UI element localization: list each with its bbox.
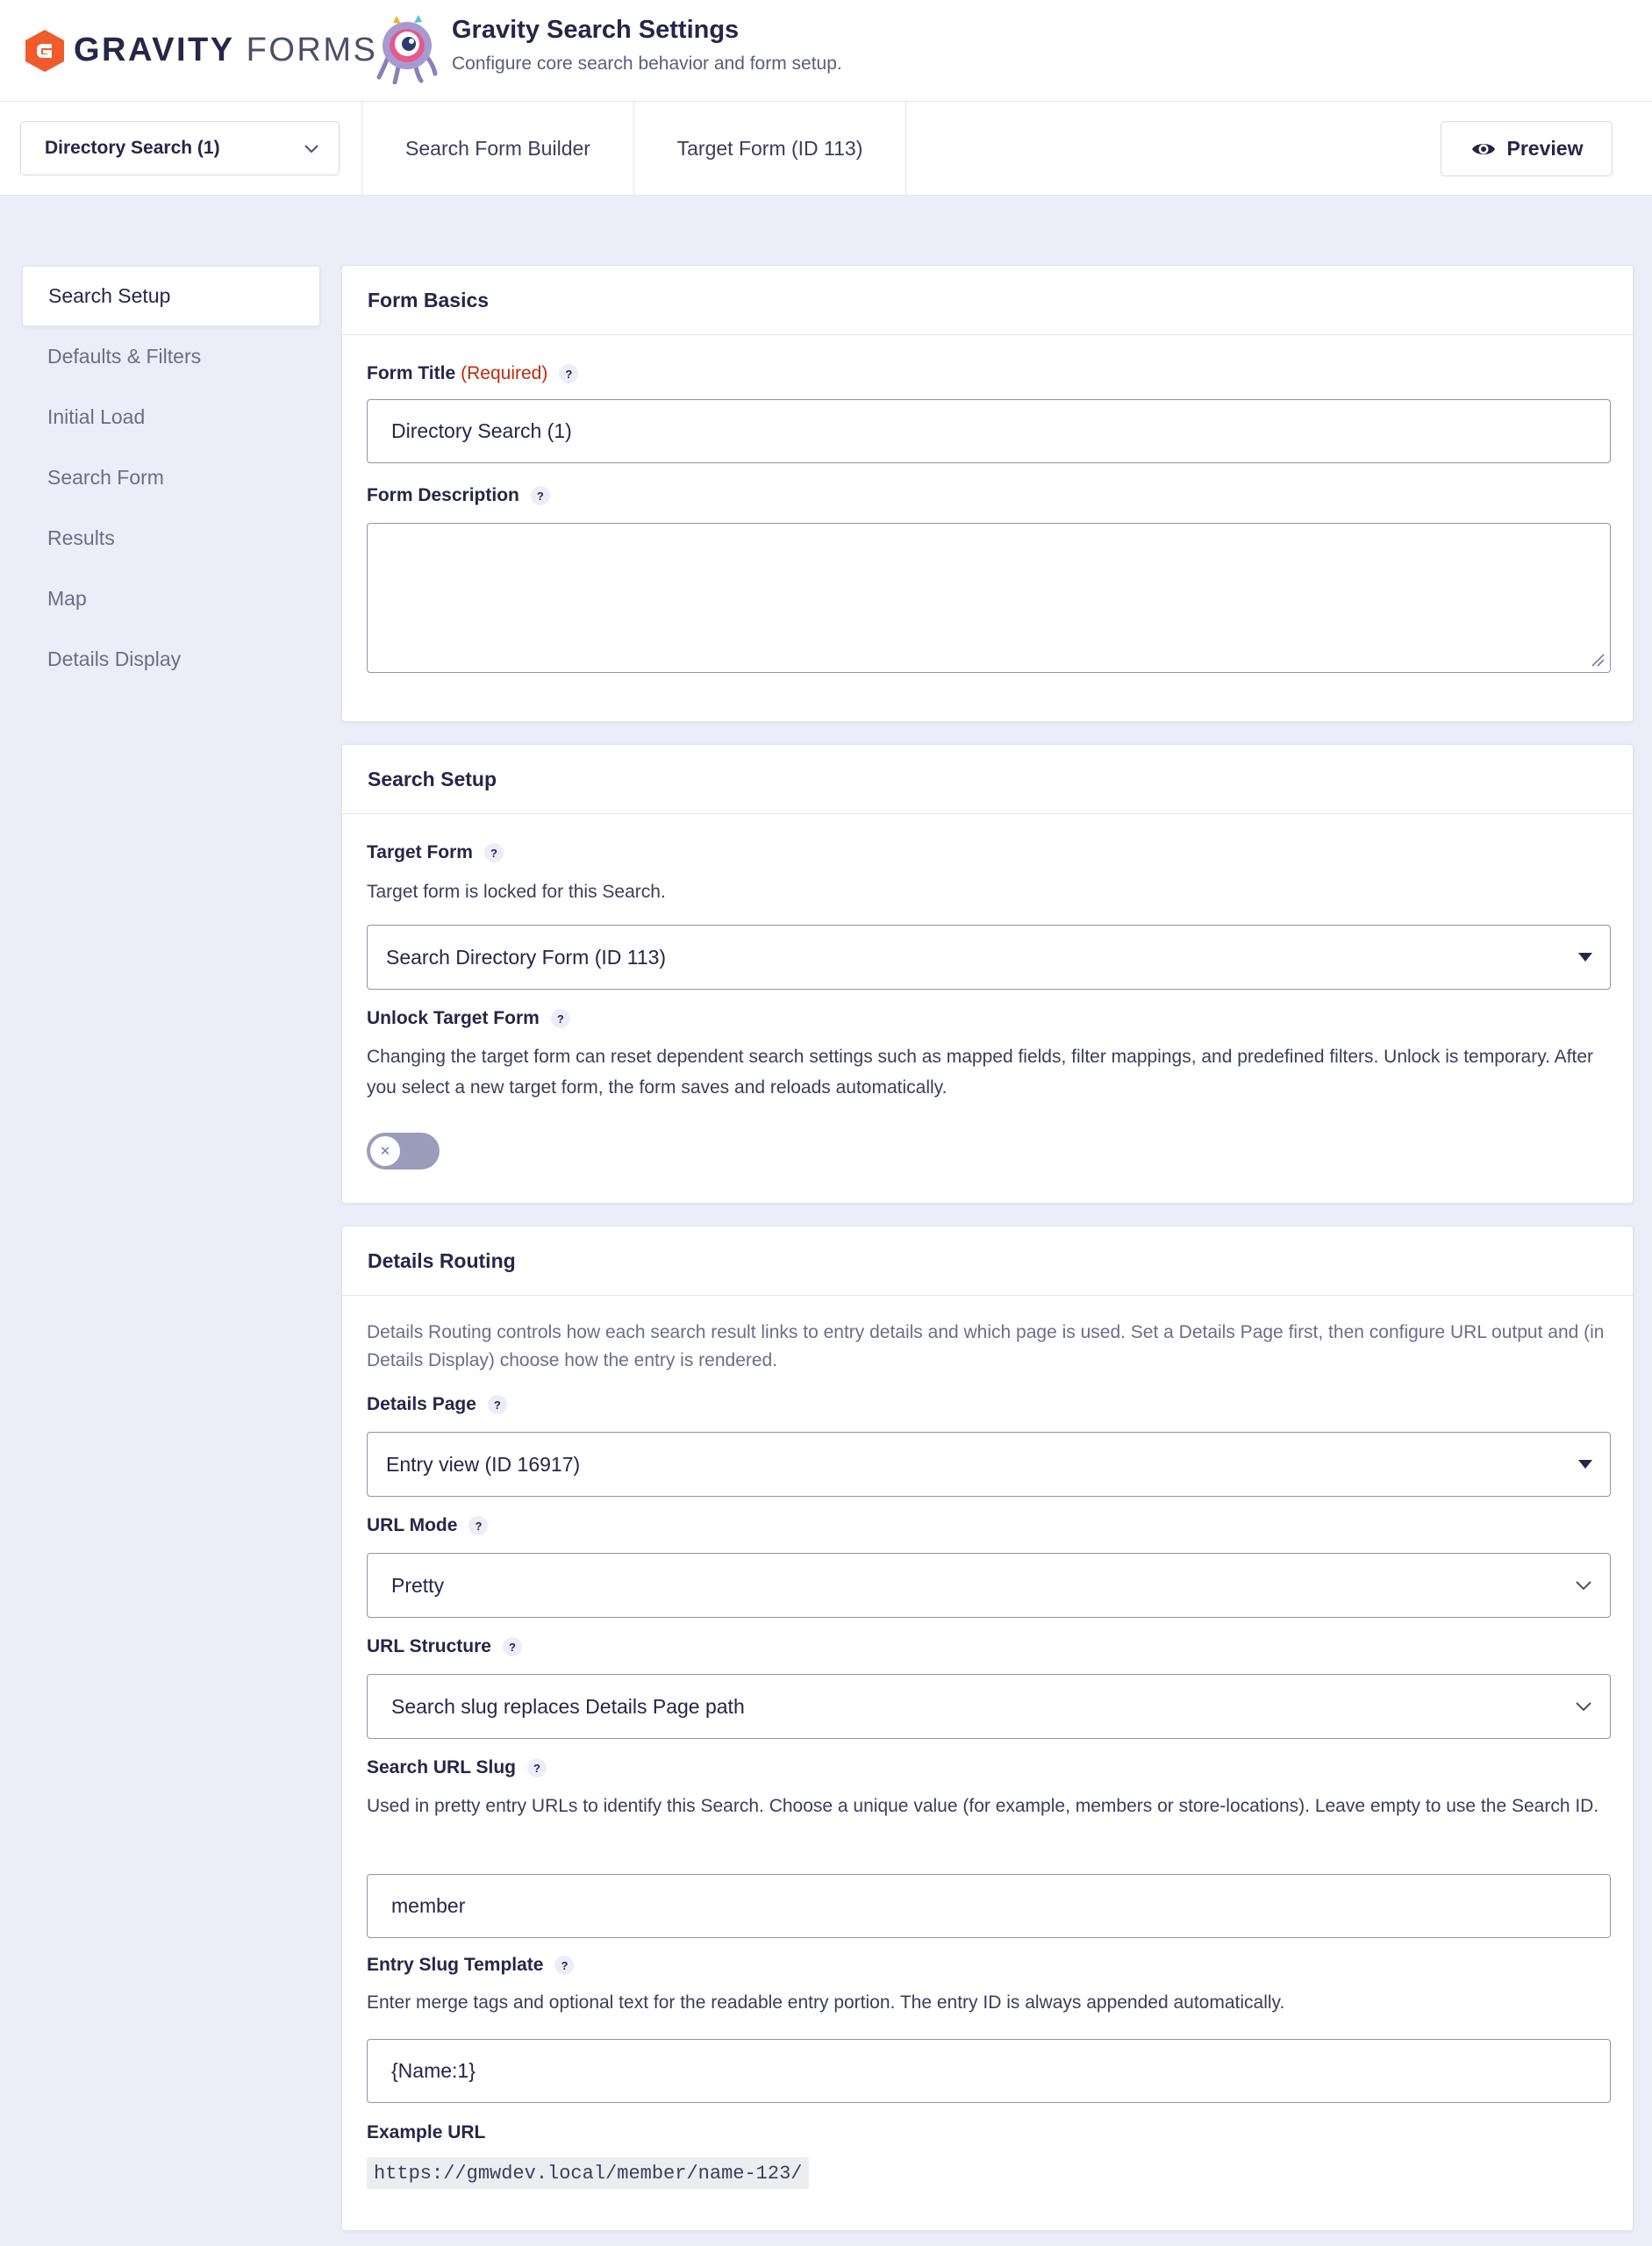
url-structure-select-value: Search slug replaces Details Page path <box>391 1694 745 1718</box>
form-title-input[interactable] <box>367 399 1611 463</box>
brand-word-bold: GRAVITY <box>74 32 235 68</box>
sidebar-item-search-setup[interactable]: Search Setup <box>22 266 320 326</box>
preview-button-label: Preview <box>1506 137 1584 160</box>
example-url-label <box>367 2122 485 2143</box>
unlock-target-form-help-icon[interactable]: ? <box>551 1009 570 1028</box>
unlock-target-form-description: Changing the target form can reset dependent search settings such as mapped fields, filter mappings, and predefined filters. Unlock is temporary. After you select a new target form, the form saves and reloads automatically. <box>367 1047 1594 1098</box>
url-structure-help-icon[interactable]: ? <box>503 1637 522 1656</box>
search-url-slug-value: member <box>391 1894 466 1917</box>
sidebar-item-results[interactable]: Results <box>47 526 115 549</box>
sidebar-item-search-form[interactable]: Search Form <box>47 466 164 489</box>
gravity-forms-logo <box>25 29 377 73</box>
url-mode-select-value: Pretty <box>391 1573 445 1597</box>
page-title: Gravity Search Settings <box>452 16 740 44</box>
url-structure-label-text: URL Structure <box>367 1636 491 1656</box>
target-form-help-icon[interactable]: ? <box>484 843 504 862</box>
search-url-slug-label-text: Search URL Slug <box>367 1757 516 1777</box>
url-mode-label <box>367 1515 488 1536</box>
unlock-target-form-label <box>367 1008 570 1029</box>
brand-word-light: FORMS <box>246 32 378 68</box>
tab-target-form[interactable]: Target Form (ID 113) <box>633 102 906 196</box>
details-routing-card <box>341 1226 1634 2231</box>
entry-slug-template-input[interactable] <box>367 2039 1611 2103</box>
sidebar-item-map[interactable]: Map <box>47 587 87 610</box>
form-basics-heading: Form Basics <box>342 266 1633 335</box>
search-url-slug-input[interactable] <box>367 1874 1611 1938</box>
sidebar-item-details-display[interactable]: Details Display <box>47 647 182 670</box>
toggle-off-icon: ✕ <box>370 1136 400 1166</box>
caret-down-icon <box>1578 953 1592 962</box>
search-setup-card <box>341 744 1634 1204</box>
unlock-target-form-toggle[interactable] <box>367 1133 440 1169</box>
form-title-label <box>367 363 578 384</box>
target-form-select-value: Search Directory Form (ID 113) <box>386 945 667 969</box>
search-setup-heading: Search Setup <box>342 745 1633 814</box>
toolbar <box>0 102 1652 196</box>
form-title-input-value: Directory Search (1) <box>391 419 572 442</box>
app-header <box>0 0 1652 102</box>
details-routing-heading: Details Routing <box>342 1227 1633 1296</box>
details-page-help-icon[interactable]: ? <box>488 1395 507 1414</box>
eye-icon <box>1470 136 1497 162</box>
entry-slug-template-label <box>367 1955 574 1976</box>
form-description-help-icon[interactable]: ? <box>531 486 550 505</box>
target-form-note: Target form is locked for this Search. <box>367 882 666 902</box>
form-title-label-text: Form Title <box>367 363 456 383</box>
search-selector-dropdown[interactable] <box>20 121 340 175</box>
search-url-slug-help-icon[interactable]: ? <box>527 1758 547 1777</box>
page-subtitle: Configure core search behavior and form setup. <box>452 54 842 74</box>
form-description-label-text: Form Description <box>367 485 519 505</box>
preview-button[interactable] <box>1441 121 1613 176</box>
target-form-select[interactable] <box>367 925 1611 990</box>
entry-slug-template-help-icon[interactable]: ? <box>554 1956 574 1975</box>
url-mode-select[interactable] <box>367 1553 1611 1618</box>
target-form-label <box>367 842 504 863</box>
search-selector-value: Directory Search (1) <box>45 138 220 158</box>
chevron-down-icon <box>304 141 319 157</box>
details-page-label-text: Details Page <box>367 1394 476 1414</box>
example-url-label-text: Example URL <box>367 2122 486 2142</box>
unlock-target-form-label-text: Unlock Target Form <box>367 1008 540 1028</box>
details-page-select-value: Entry view (ID 16917) <box>386 1452 581 1476</box>
details-page-select[interactable] <box>367 1432 1611 1497</box>
sidebar-item-defaults-filters[interactable]: Defaults & Filters <box>47 345 202 368</box>
sidebar-item-initial-load[interactable]: Initial Load <box>47 405 146 428</box>
caret-down-icon <box>1578 1460 1592 1469</box>
entry-slug-template-description: Enter merge tags and optional text for the readable entry portion. The entry ID is always appended automatically. <box>367 1992 1285 2013</box>
url-mode-help-icon[interactable]: ? <box>468 1516 488 1535</box>
search-url-slug-description: Used in pretty entry URLs to identify this Search. Choose a unique value (for example, members or store-locations). Leave empty to use the Search ID. <box>367 1796 1599 1816</box>
required-indicator: (Required) <box>461 363 548 383</box>
entry-slug-template-label-text: Entry Slug Template <box>367 1955 544 1975</box>
settings-sidebar <box>22 266 320 690</box>
mascot-icon <box>375 12 439 84</box>
url-structure-label <box>367 1636 522 1657</box>
form-title-help-icon[interactable]: ? <box>559 364 578 383</box>
form-description-label <box>367 485 550 506</box>
search-url-slug-label <box>367 1757 547 1778</box>
details-page-label <box>367 1394 507 1415</box>
url-structure-select[interactable] <box>367 1674 1611 1739</box>
chevron-down-icon <box>1575 1699 1592 1713</box>
chevron-down-icon <box>1575 1578 1592 1592</box>
tab-search-form-builder[interactable]: Search Form Builder <box>361 102 633 196</box>
target-form-label-text: Target Form <box>367 842 473 862</box>
form-description-textarea[interactable] <box>367 523 1611 673</box>
gravity-forms-logo-icon <box>25 29 65 73</box>
example-url-code: https://gmwdev.local/member/name-123/ <box>367 2157 809 2189</box>
resize-handle-icon[interactable] <box>1591 653 1605 667</box>
form-basics-card <box>341 265 1634 722</box>
url-mode-label-text: URL Mode <box>367 1515 458 1535</box>
entry-slug-template-value: {Name:1} <box>391 2059 476 2082</box>
details-routing-intro: Details Routing controls how each search result links to entry details and which page is used. Set a Details Page first, then configure URL output and (in Details Display) choose how the entry is rendered. <box>367 1322 1605 1370</box>
